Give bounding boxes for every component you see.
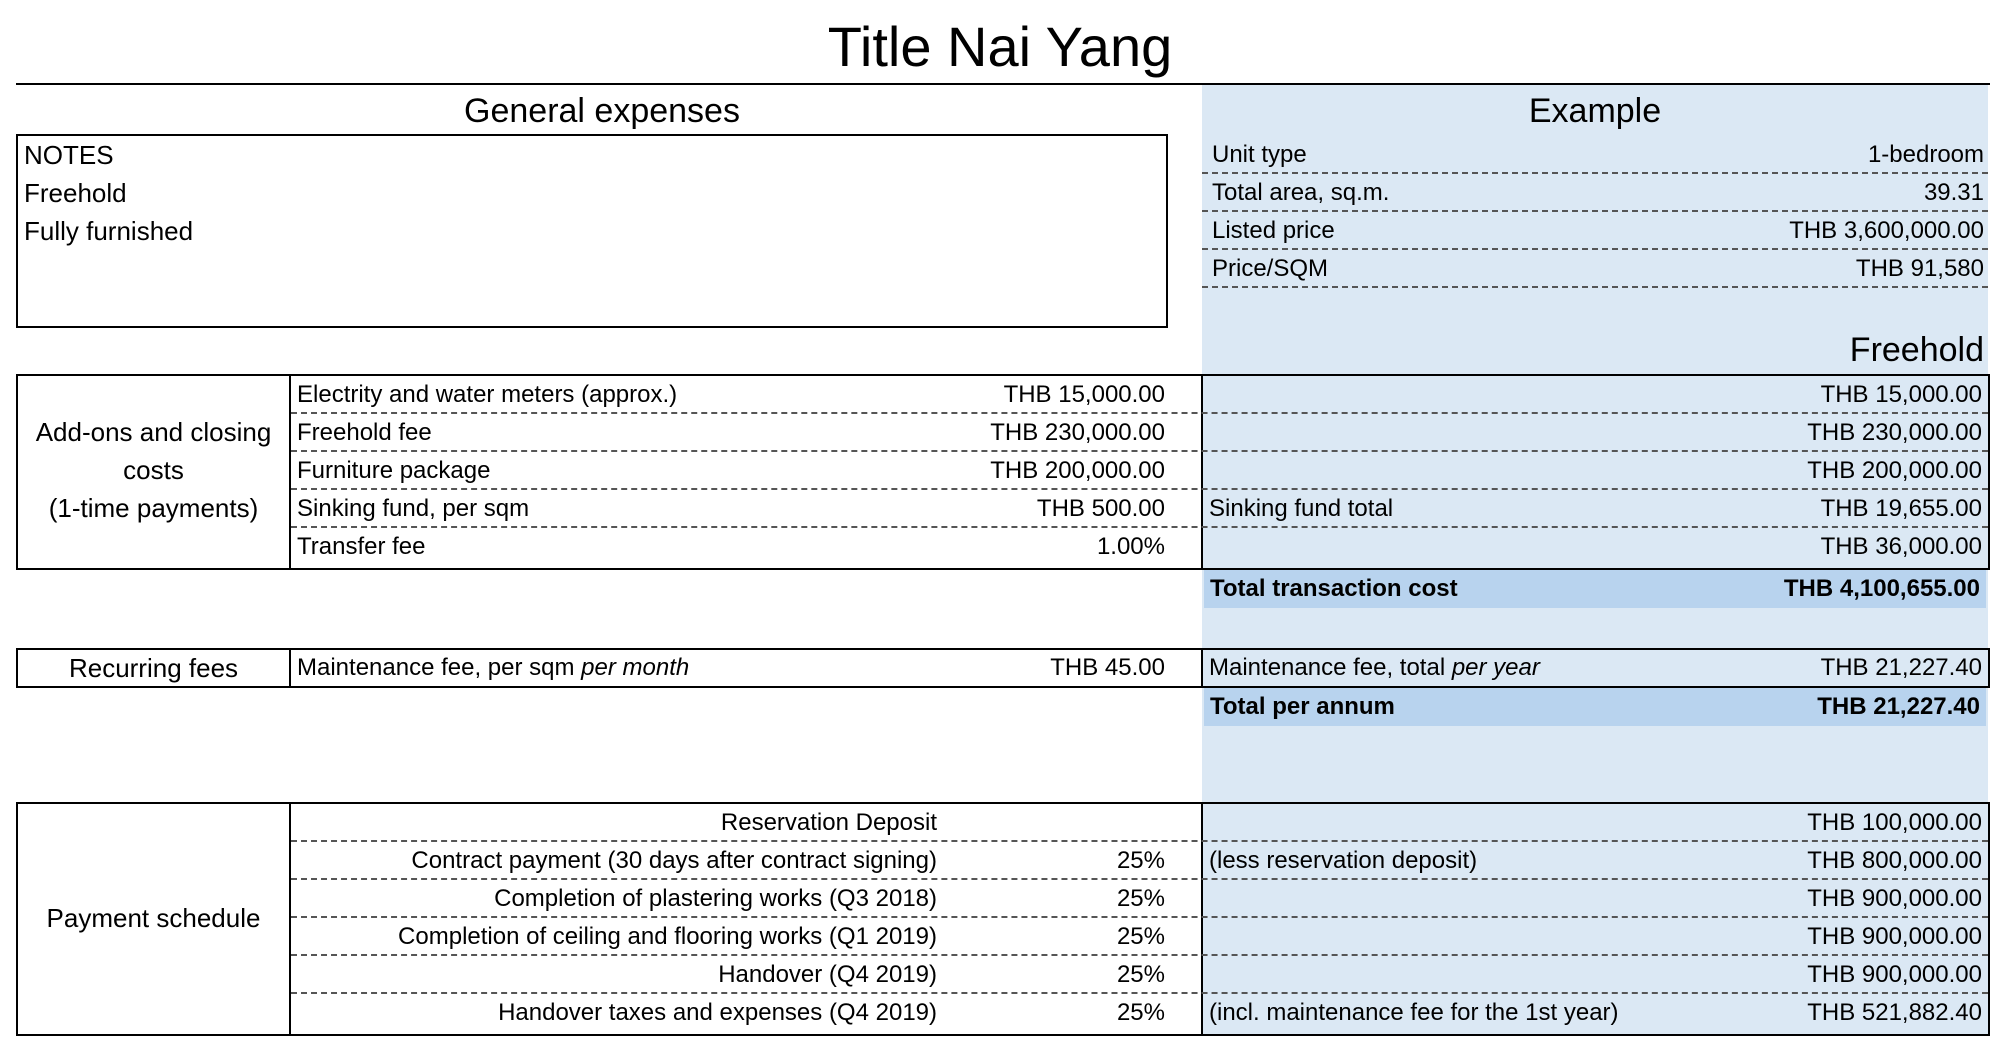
addons-value: THB 500.00: [1036, 495, 1165, 522]
payment-row: [291, 842, 1988, 880]
addons-example-value: THB 200,000.00: [1807, 457, 1982, 484]
payment-row: [291, 918, 1988, 956]
payment-label: Reservation Deposit: [720, 809, 937, 836]
addons-value: THB 15,000.00: [1003, 381, 1165, 408]
addons-example-value: THB 15,000.00: [1820, 381, 1982, 408]
addons-row: [291, 452, 1988, 490]
payment-label: Contract payment (30 days after contract signing): [411, 847, 937, 874]
example-row-price-sqm: [1202, 250, 1988, 288]
addons-label: Sinking fund, per sqm: [297, 495, 530, 522]
freehold-column-header: Freehold: [1849, 331, 1984, 369]
payment-example-value: THB 900,000.00: [1807, 923, 1982, 950]
recurring-group-label: Recurring fees: [68, 653, 239, 683]
recurring-value: THB 45.00: [1050, 654, 1165, 681]
payment-row: [291, 880, 1988, 918]
addons-label: Freehold fee: [297, 419, 432, 446]
payment-example-value: THB 100,000.00: [1807, 809, 1982, 836]
payment-row: [291, 994, 1988, 1032]
notes-line: Fully furnished: [24, 216, 194, 246]
example-label: Unit type: [1212, 141, 1307, 168]
addons-group-label: costs: [123, 455, 184, 485]
recurring-example-label-italic: per year: [1451, 654, 1540, 681]
addons-label: Transfer fee: [297, 533, 426, 560]
addons-group-label: (1-time payments): [48, 493, 259, 523]
payment-example-value: THB 521,882.40: [1807, 999, 1982, 1026]
example-heading: Example: [1528, 92, 1662, 130]
payment-pct: 25%: [1116, 961, 1165, 988]
addons-row: [291, 376, 1988, 414]
payment-example-value: THB 900,000.00: [1807, 961, 1982, 988]
payment-example-label: (incl. maintenance fee for the 1st year): [1209, 999, 1619, 1026]
example-value: 1-bedroom: [1867, 141, 1984, 168]
addons-row: [291, 490, 1988, 528]
example-row-total-area: [1202, 174, 1988, 212]
payment-pct: 25%: [1116, 885, 1165, 912]
notes-box: [16, 134, 1168, 328]
example-label: Total area, sq.m.: [1212, 179, 1390, 206]
notes-line: Freehold: [24, 178, 127, 208]
notes-line: NOTES: [24, 140, 114, 170]
payment-row: [291, 804, 1988, 842]
addons-label: Furniture package: [297, 457, 491, 484]
payment-group-label: Payment schedule: [46, 903, 261, 933]
general-expenses-heading: General expenses: [464, 92, 740, 130]
addons-example-value: THB 230,000.00: [1807, 419, 1982, 446]
example-value: THB 3,600,000.00: [1789, 217, 1984, 244]
recurring-example-label: [1209, 649, 1540, 687]
total-per-annum-value: THB 21,227.40: [1817, 693, 1980, 720]
payment-example-value: THB 900,000.00: [1807, 885, 1982, 912]
total-per-annum-bar: [1204, 688, 1986, 726]
recurring-label-italic: per month: [581, 654, 690, 681]
payment-example-label: (less reservation deposit): [1209, 847, 1478, 874]
addons-label: Electrity and water meters (approx.): [297, 381, 678, 408]
addons-row: [291, 414, 1988, 452]
total-transaction-cost-bar: [1204, 570, 1986, 608]
example-row-unit-type: [1202, 136, 1988, 174]
total-transaction-cost-value: THB 4,100,655.00: [1783, 575, 1980, 602]
addons-example-value: THB 36,000.00: [1820, 533, 1982, 560]
payment-pct: 25%: [1116, 847, 1165, 874]
addons-value: THB 200,000.00: [990, 457, 1165, 484]
recurring-example-value: THB 21,227.40: [1820, 654, 1982, 681]
addons-example-label: Sinking fund total: [1209, 495, 1394, 522]
recurring-example-label-main: Maintenance fee, total: [1209, 654, 1446, 681]
payment-label: Handover (Q4 2019): [718, 961, 937, 988]
payment-label: Handover taxes and expenses (Q4 2019): [498, 999, 937, 1026]
recurring-label-main: Maintenance fee, per sqm: [297, 654, 575, 681]
payment-pct: 25%: [1116, 923, 1165, 950]
payment-pct: 25%: [1116, 999, 1165, 1026]
example-label: Price/SQM: [1212, 255, 1329, 282]
payment-label: Completion of plastering works (Q3 2018): [494, 885, 937, 912]
payment-example-value: THB 800,000.00: [1807, 847, 1982, 874]
addons-row: [291, 528, 1988, 566]
example-value: 39.31: [1923, 179, 1984, 206]
addons-value: 1.00%: [1096, 533, 1165, 560]
page-title: Title Nai Yang: [827, 15, 1173, 78]
payment-row: [291, 956, 1988, 994]
example-row-listed-price: [1202, 212, 1988, 250]
example-value: THB 91,580: [1855, 255, 1984, 282]
total-transaction-cost-label: Total transaction cost: [1210, 575, 1458, 602]
addons-value: THB 230,000.00: [990, 419, 1165, 446]
addons-example-value: THB 19,655.00: [1820, 495, 1982, 522]
recurring-row: [291, 649, 1988, 687]
addons-group-label: Add-ons and closing: [35, 417, 272, 447]
total-per-annum-label: Total per annum: [1210, 693, 1395, 720]
example-label: Listed price: [1212, 217, 1335, 244]
payment-label: Completion of ceiling and flooring works (Q1 2019): [398, 923, 937, 950]
title-underline: [16, 83, 1990, 85]
